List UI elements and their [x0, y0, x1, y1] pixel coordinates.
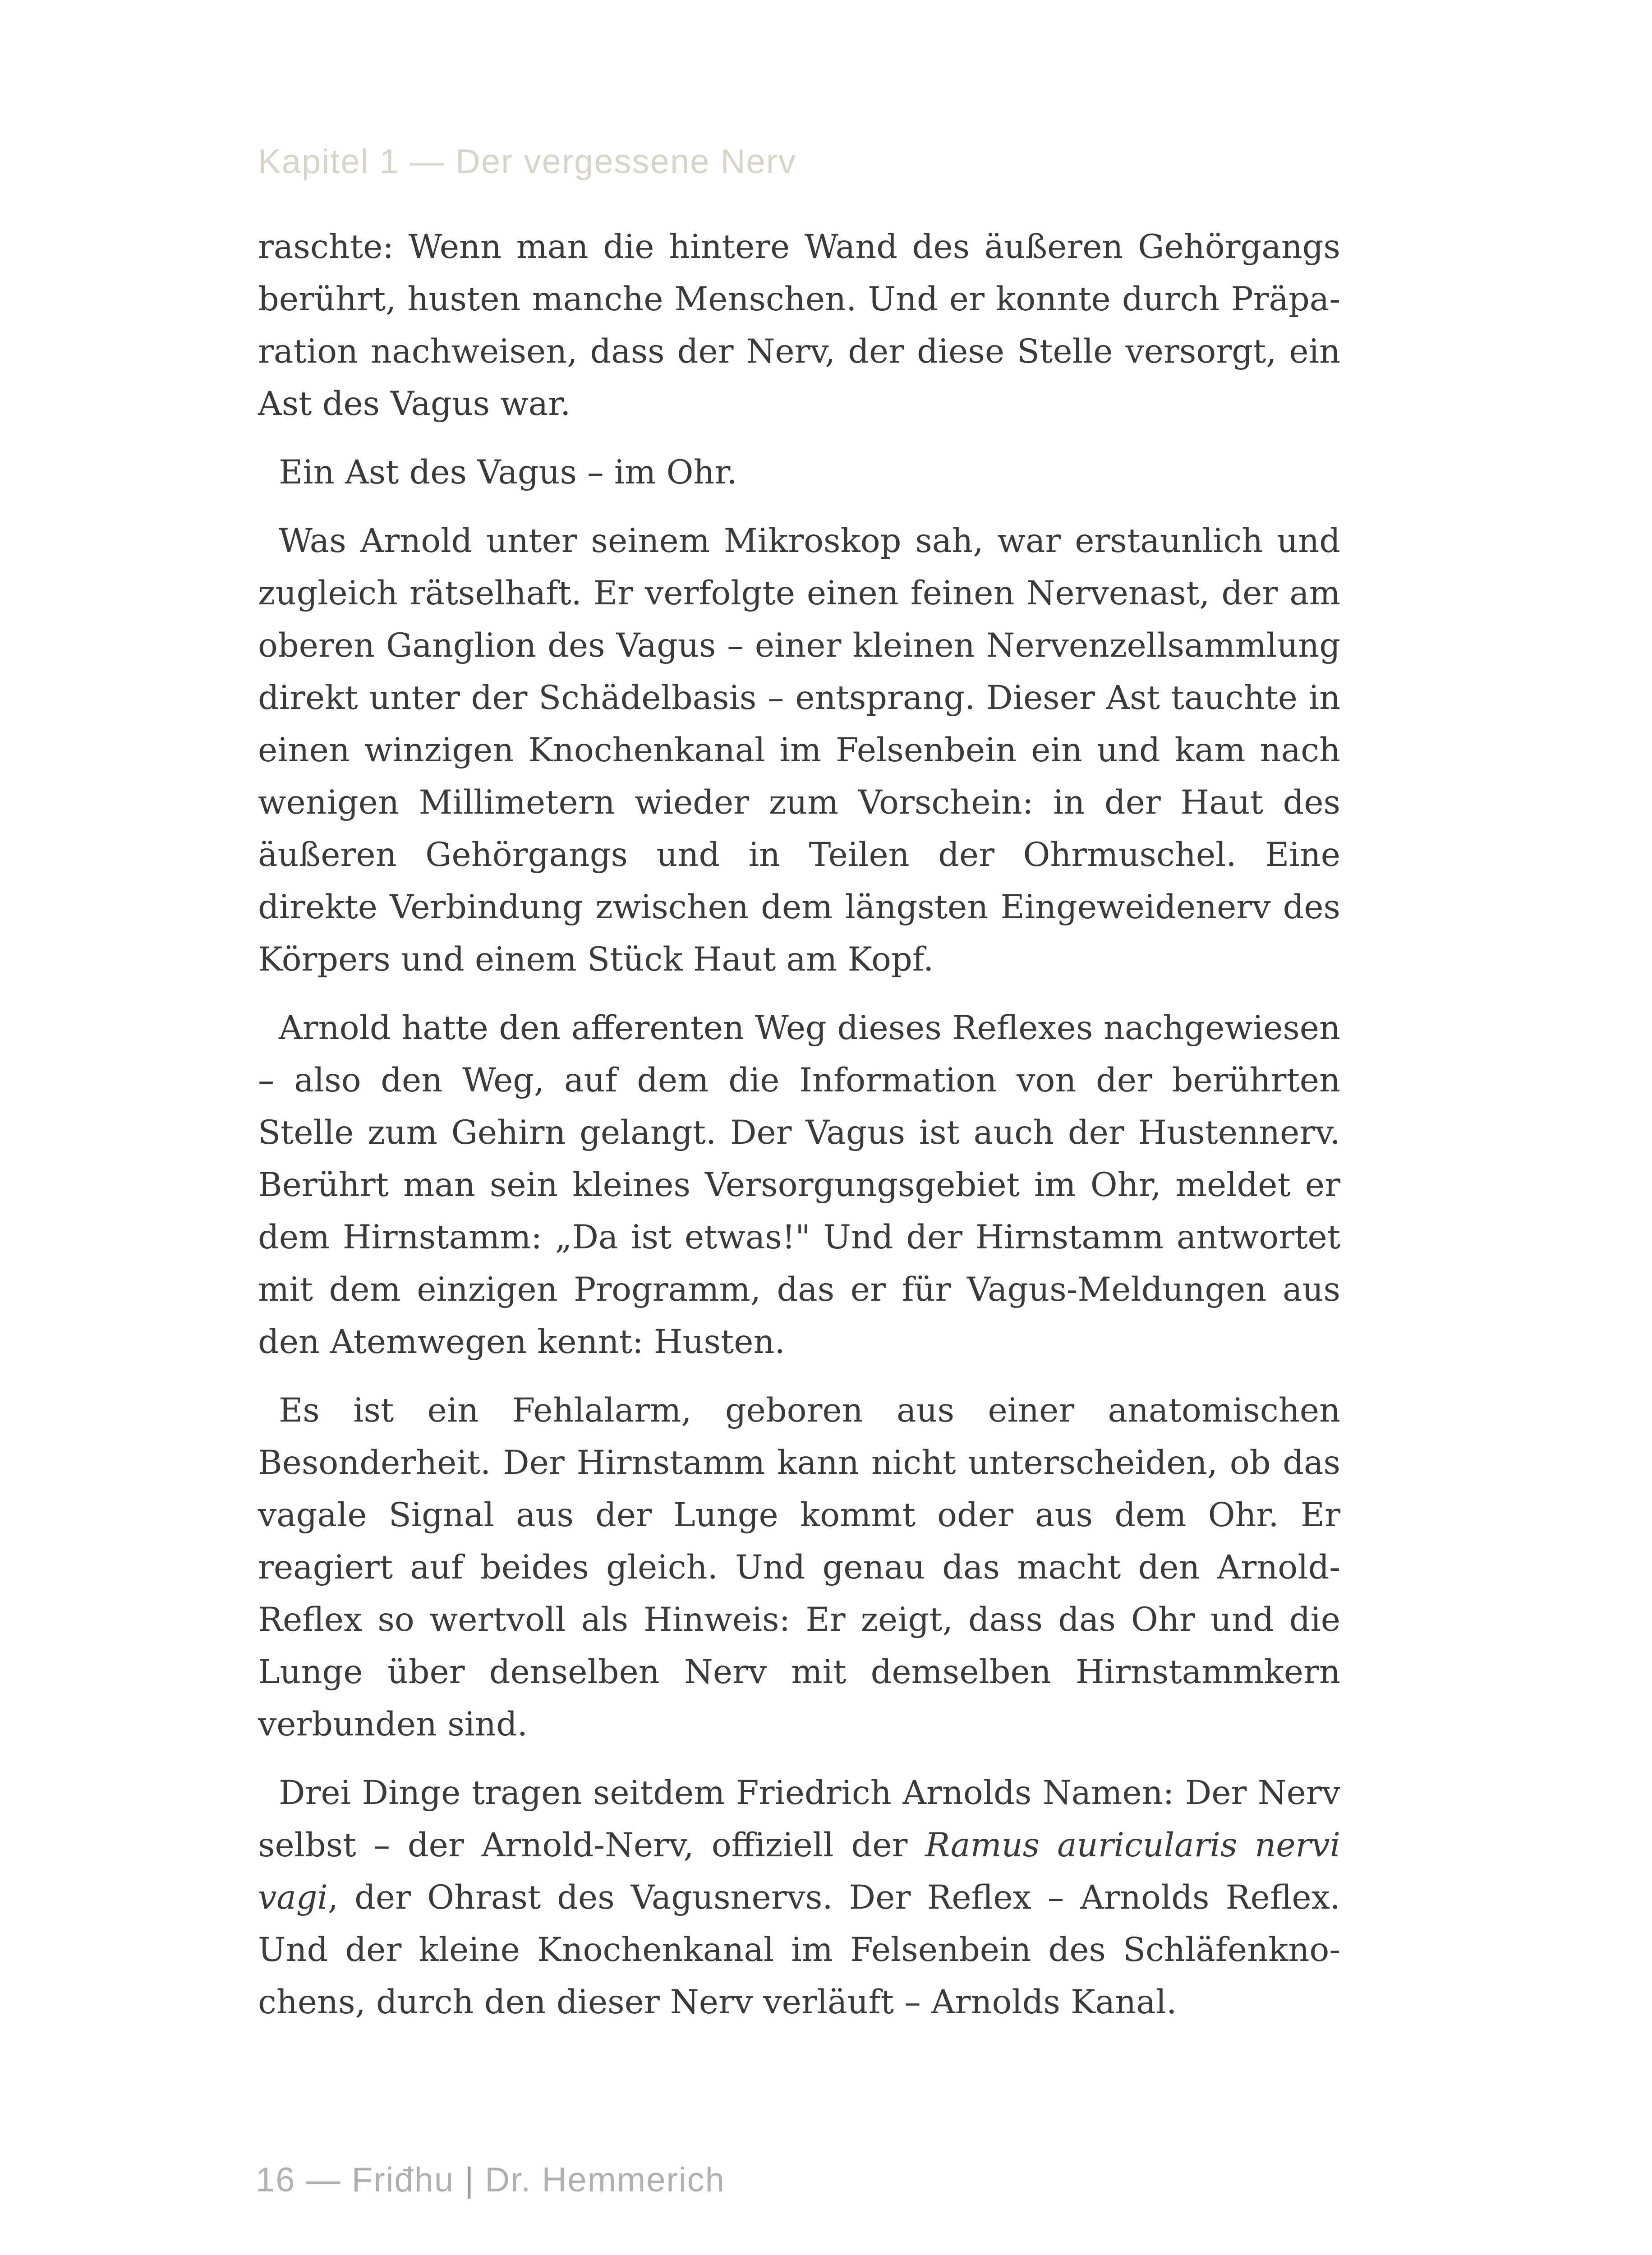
- latin-term: Ramus auricularis nervi vagi: [258, 1826, 1340, 1917]
- paragraph-continuation: raschte: Wenn man die hintere Wand des äußeren Gehörgangs berührt, husten manche Menschen. Und er konnte durch Präparation nachweisen, dass der Nerv, der diese Stelle versorgt, ein Ast des Vagus war.: [258, 228, 1340, 423]
- paragraph-afferent-path: Arnold hatte den afferenten Weg dieses Reflexes nachgewiesen – also den Weg, auf dem die Information von der berührten Stelle zum Gehirn gelangt. Der Vagus ist auch der Hustennerv. Berührt man sein kleines Versorgungsgebiet im Ohr, meldet er dem Hirnstamm: „Da ist etwas!" Und der Hirnstamm antwortet mit dem einzigen Programm, das er für Vagus-Meldungen aus den Atemwegen kennt: Husten.: [258, 1009, 1340, 1361]
- footer-separator: |: [465, 2161, 475, 2199]
- paragraph-arnold-names-start: Drei Dinge tragen seitdem Friedrich Arnolds Namen: Der Nerv selbst – der Arnold-Nerv, offiziell der: [258, 1774, 1340, 1864]
- paragraph-arnold-names: [258, 1767, 1340, 2029]
- page-number-title: 16 — Friđhu: [256, 2161, 455, 2199]
- body-text: [258, 221, 1340, 2045]
- paragraph-microscope: Was Arnold unter seinem Mikroskop sah, war erstaunlich und zugleich rätselhaft. Er verfolgte einen feinen Nervenast, der am oberen Ganglion des Vagus – einer kleinen Nervenzellsammlung direkt unter der Schädelbasis – entsprang. Dieser Ast tauchte in einen winzigen Knochenkanal im Felsenbein ein und kam nach wenigen Millimetern wieder zum Vorschein: in der Haut des äußeren Gehörgangs und in Teilen der Ohrmuschel. Eine direkte Verbindung zwischen dem längsten Eingeweidenerv des Körpers und einem Stück Haut am Kopf.: [258, 522, 1340, 979]
- paragraph-false-alarm: Es ist ein Fehlalarm, geboren aus einer anatomischen Besonderheit. Der Hirnstamm kann nicht unterscheiden, ob das vagale Signal aus der Lunge kommt oder aus dem Ohr. Er reagiert auf beides gleich. Und genau das macht den Arnold-Reflex so wertvoll als Hinweis: Er zeigt, dass das Ohr und die Lunge über denselben Nerv mit demselben Hirnstammkern verbunden sind.: [258, 1391, 1340, 1744]
- paragraph-arnold-names-end: , der Ohrast des Vagusnervs. Der Reflex – Arnolds Reflex. Und der kleine Knochenkanal im Felsenbein des Schläfenknochens, durch den dieser Nerv verläuft – Arnolds Kanal.: [258, 1878, 1340, 2021]
- running-header: Kapitel 1 — Der vergessene Nerv: [258, 143, 797, 181]
- page-footer: [256, 2160, 725, 2200]
- footer-author: Dr. Hemmerich: [485, 2161, 725, 2199]
- paragraph-vagus-in-ear: Ein Ast des Vagus – im Ohr.: [279, 453, 737, 492]
